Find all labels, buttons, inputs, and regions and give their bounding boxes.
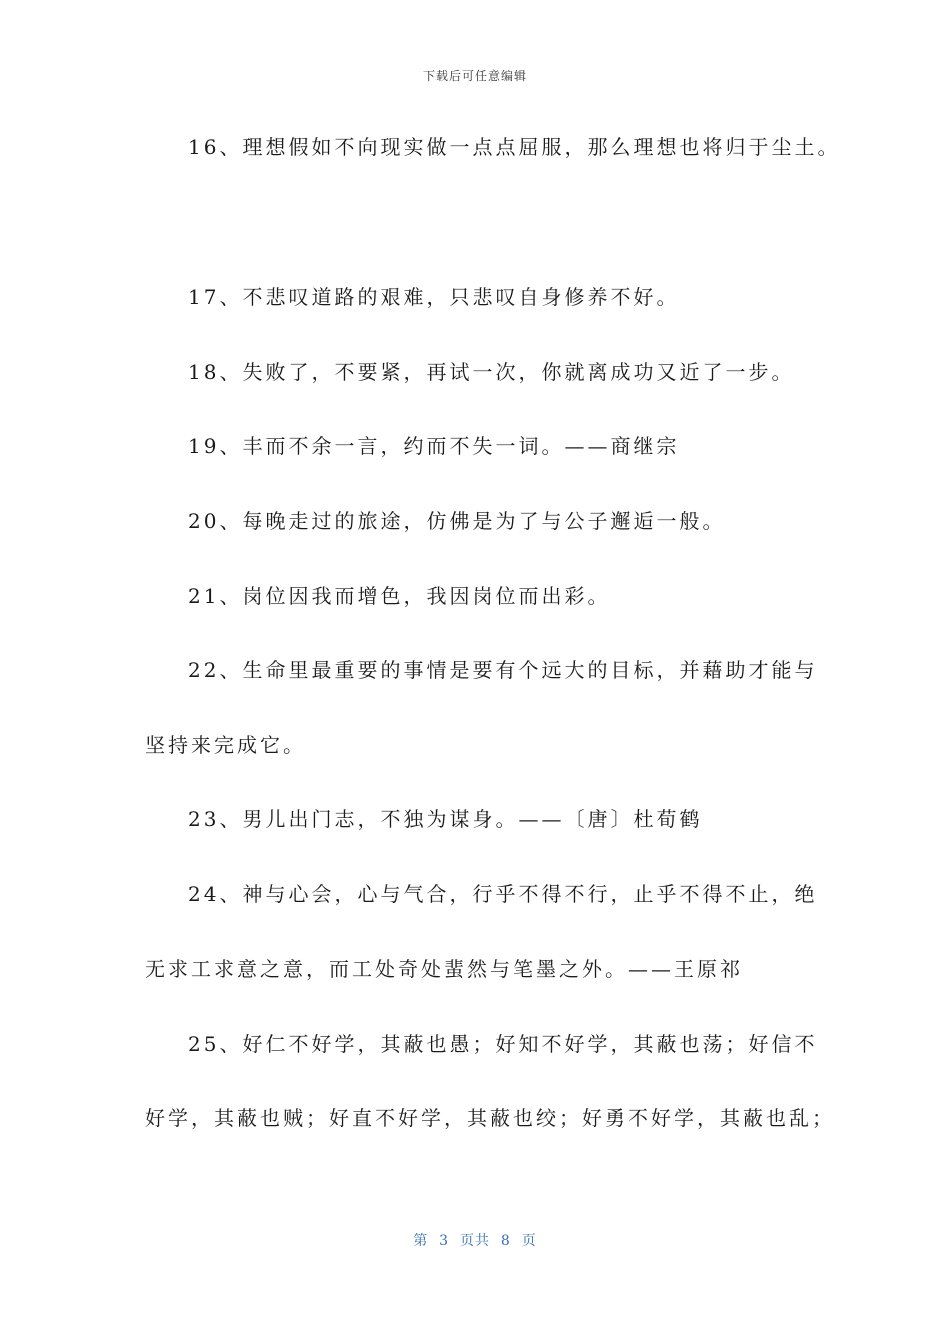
quote-17: 17、不悲叹道路的艰难，只悲叹自身修养不好。 [188,285,680,309]
quote-22-line-2: 坚持来完成它。 [145,733,306,757]
quote-21: 21、岗位因我而增色，我因岗位而出彩。 [188,584,611,608]
quote-24-line-2: 无求工求意之意，而工处奇处蜚然与笔墨之外。——王原祁 [145,957,743,981]
quote-19: 19、丰而不余一言，约而不失一词。——商继宗 [188,434,680,458]
quote-20: 20、每晚走过的旅途，仿佛是为了与公子邂逅一般。 [188,509,726,533]
quote-25-line-2: 好学，其蔽也贼；好直不好学，其蔽也绞；好勇不好学，其蔽也乱； [145,1106,835,1130]
quote-23: 23、男儿出门志，不独为谋身。——〔唐〕杜荀鹤 [188,807,703,831]
quote-22-line-1: 22、生命里最重要的事情是要有个远大的目标，并藉助才能与 [188,658,818,682]
quote-18: 18、失败了，不要紧，再试一次，你就离成功又近了一步。 [188,360,795,384]
quote-24-line-1: 24、神与心会，心与气合，行乎不得不行，止乎不得不止，绝 [188,882,818,906]
quote-16: 16、理想假如不向现实做一点点屈服，那么理想也将归于尘土。 [188,135,841,159]
page-header: 下载后可任意编辑 [422,69,527,83]
quote-25-line-1: 25、好仁不好学，其蔽也愚；好知不好学，其蔽也荡；好信不 [188,1032,818,1056]
page-footer: 第 3 页共 8 页 [413,1233,537,1249]
